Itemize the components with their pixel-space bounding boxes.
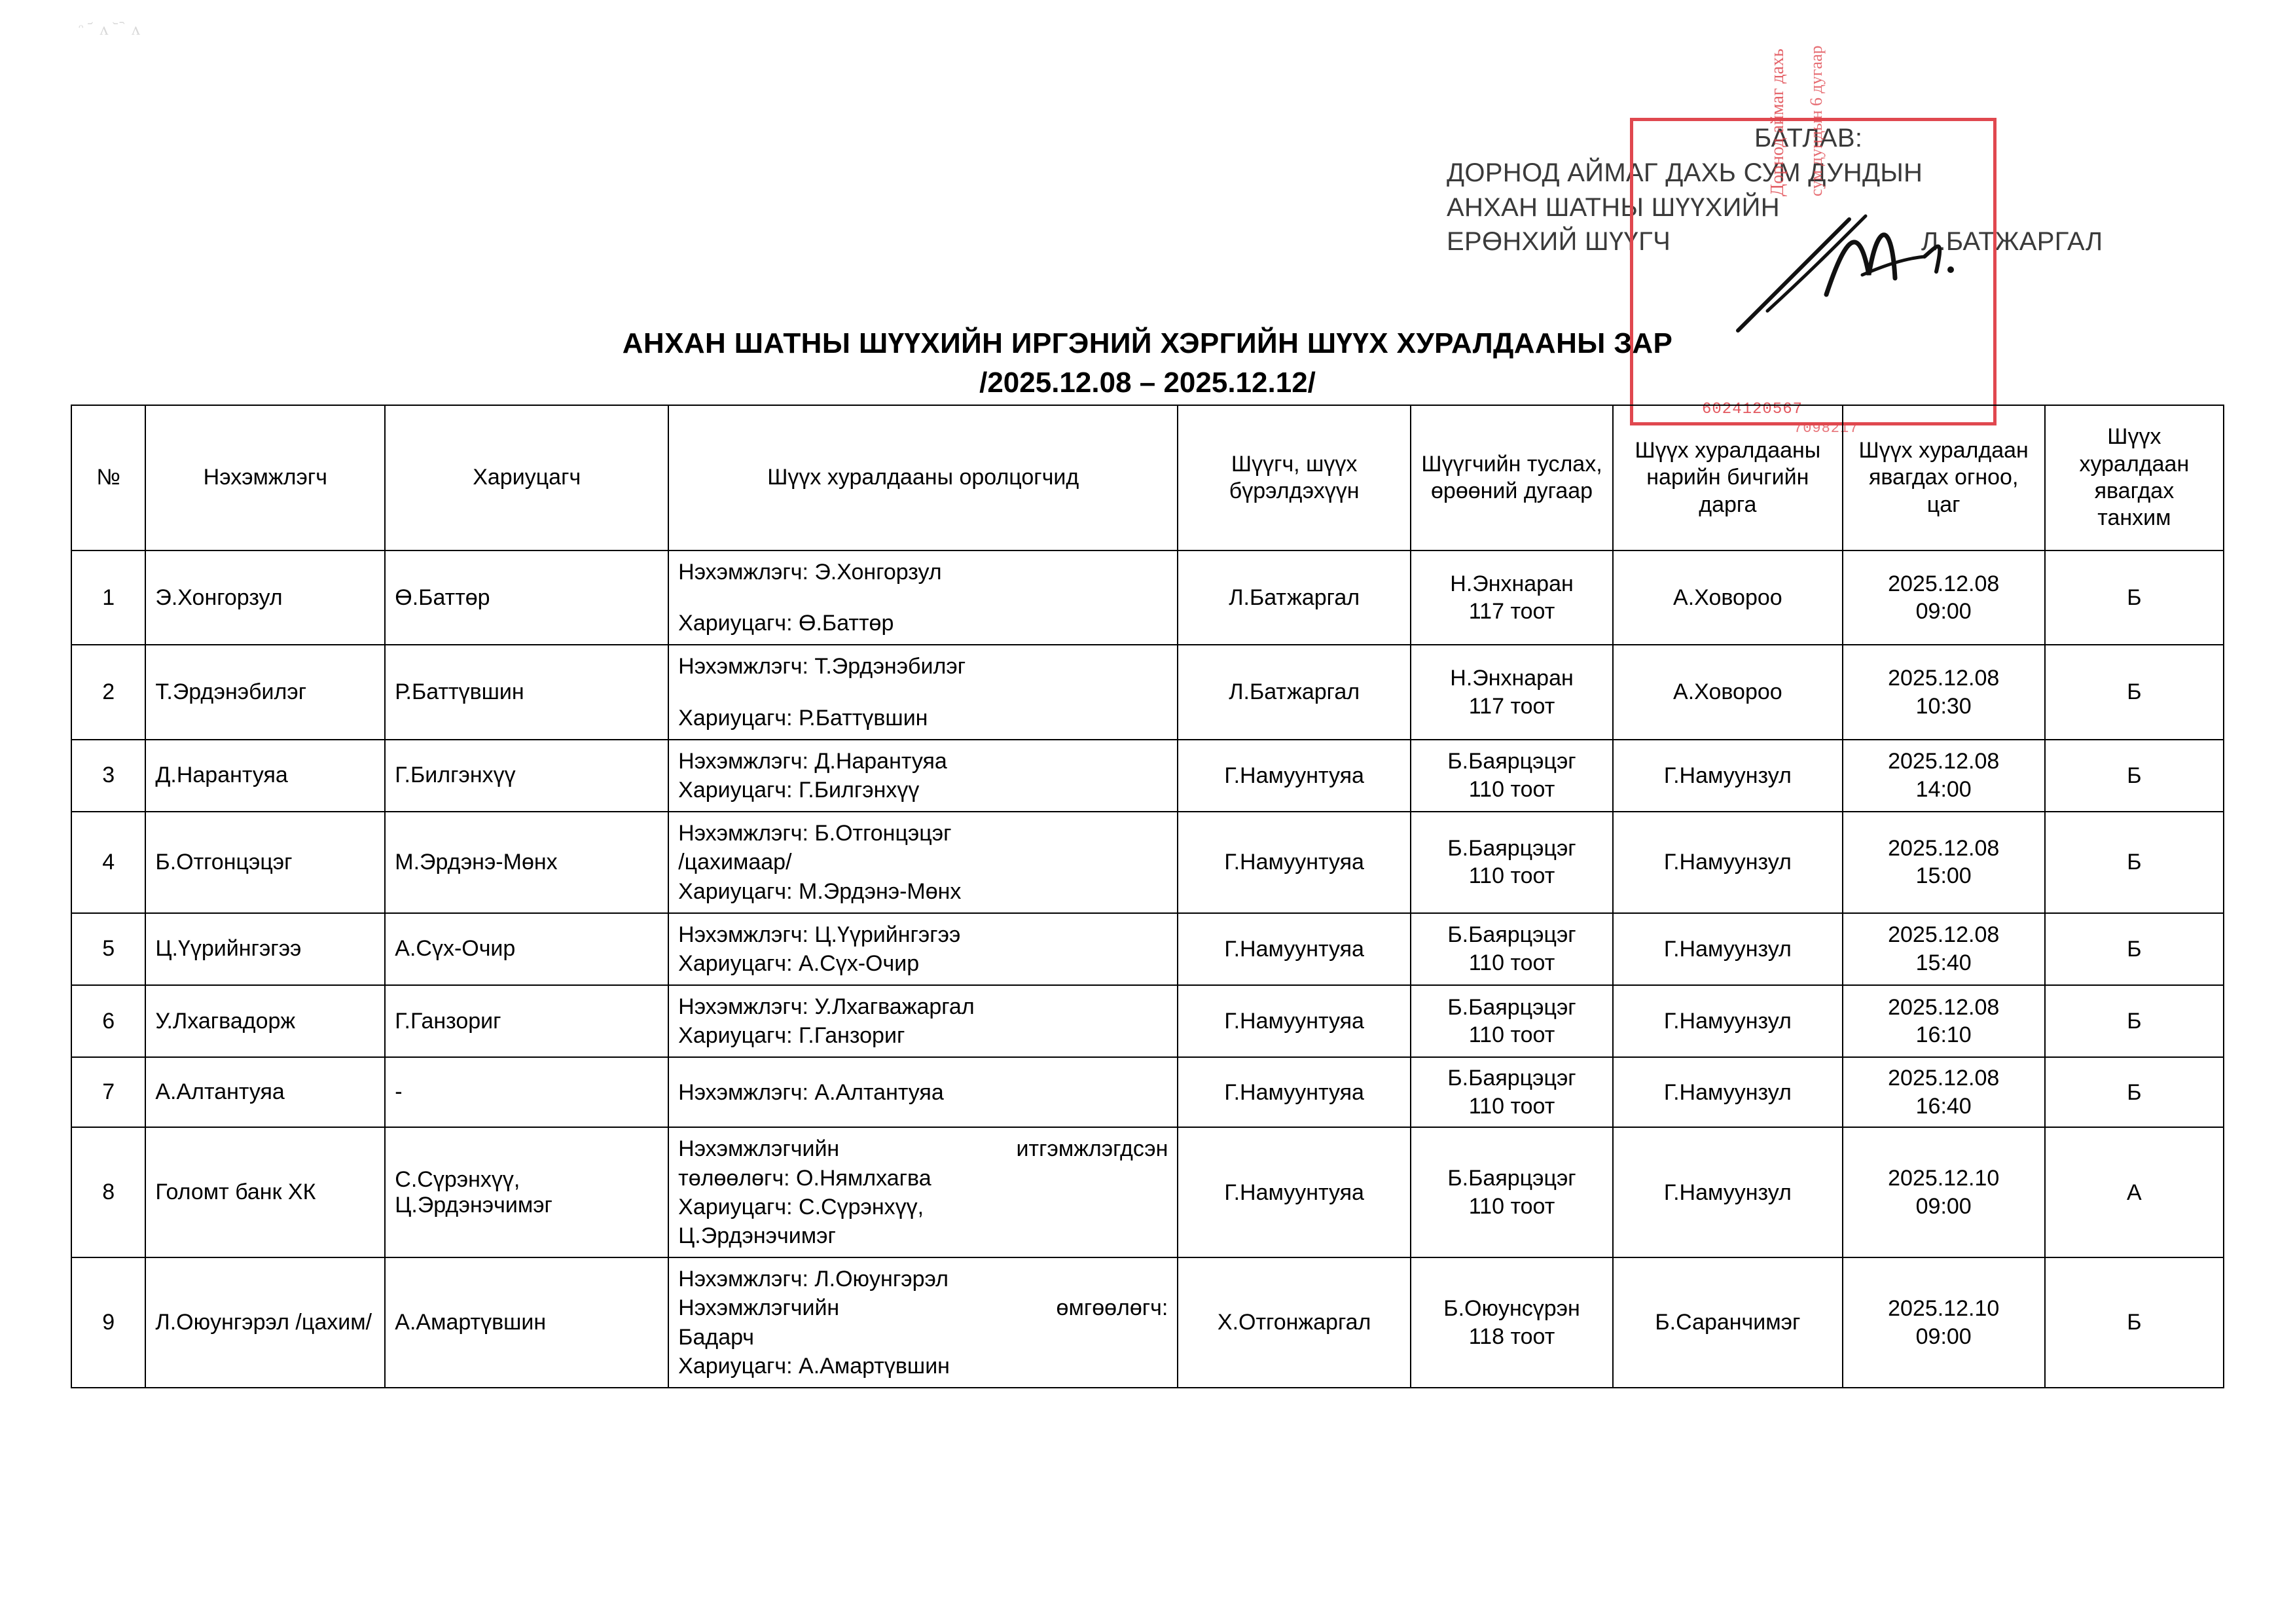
approval-role: ЕРӨНХИЙ ШҮҮГЧ xyxy=(1447,227,1671,257)
cell-secretary: Г.Намуунзул xyxy=(1613,1127,1842,1257)
cell-panel: Г.Намуунтуяа xyxy=(1178,985,1411,1057)
cell-plaintiff: Ц.Үүрийнгэгээ xyxy=(145,913,385,985)
room-assistant: Н.Энхнаран xyxy=(1450,571,1574,596)
cell-plaintiff: У.Лхагвадорж xyxy=(145,985,385,1057)
participants-line: Нэхэмжлэгчийн өмгөөлөгч: xyxy=(678,1295,1168,1321)
cell-datetime xyxy=(1843,985,2045,1057)
hearing-time: 16:40 xyxy=(1915,1093,1972,1119)
cell-secretary: Г.Намуунзул xyxy=(1613,740,1842,812)
cell-participants xyxy=(668,985,1178,1057)
cell-defendant: - xyxy=(385,1057,668,1127)
table-header-row xyxy=(71,405,2224,550)
cell-secretary: А.Ховороо xyxy=(1613,645,1842,739)
room-assistant: Б.Баярцэцэг xyxy=(1447,1066,1576,1091)
cell-num: 7 xyxy=(71,1057,145,1127)
approval-line-1: ДОРНОД АЙМАГ ДАХЬ СУМ ДУНДЫН xyxy=(1447,158,1923,187)
participants-line: Нэхэмжлэгч: У.Лхагважаргал xyxy=(678,994,975,1020)
cell-plaintiff: Голомт банк ХК xyxy=(145,1127,385,1257)
cell-num: 2 xyxy=(71,645,145,739)
cell-participants xyxy=(668,812,1178,913)
room-assistant: Н.Энхнаран xyxy=(1450,666,1574,691)
header-hall: Шүүх хуралдаан явагдах танхим xyxy=(2045,405,2224,550)
cell-panel: Г.Намуунтуяа xyxy=(1178,740,1411,812)
room-number: 117 тоот xyxy=(1468,599,1555,624)
cell-secretary: Г.Намуунзул xyxy=(1613,812,1842,913)
participants-line: Нэхэмжлэгч: Э.Хонгорзул xyxy=(678,560,942,585)
approval-signatory: Л.БАТЖАРГАЛ xyxy=(1921,227,2103,257)
page-title: АНХАН ШАТНЫ ШҮҮХИЙН ИРГЭНИЙ ХЭРГИЙН ШҮҮХ ХУРАЛДААНЫ ЗАР xyxy=(622,327,1673,359)
stamp-code-secondary: 7098217 xyxy=(1794,420,1859,437)
participants-line: Хариуцагч: А.Амартүвшин xyxy=(678,1353,950,1379)
header-room: Шүүгчийн туслах, өрөөний дугаар xyxy=(1411,405,1613,550)
cell-participants xyxy=(668,1057,1178,1127)
cell-num: 3 xyxy=(71,740,145,812)
table-row xyxy=(71,550,2224,645)
cell-plaintiff: Б.Отгонцэцэг xyxy=(145,812,385,913)
stamp-code: 6024120567 xyxy=(1702,401,1803,418)
room-number: 110 тоот xyxy=(1468,1193,1555,1219)
cell-hall: Б xyxy=(2045,1057,2224,1127)
cell-secretary: Б.Саранчимэг xyxy=(1613,1257,1842,1388)
room-assistant: Б.Баярцэцэг xyxy=(1447,835,1576,861)
participants-line: Хариуцагч: Г.Ганзориг xyxy=(678,1023,905,1049)
participants-line: Нэхэмжлэгч: А.Алтантуяа xyxy=(678,1079,944,1105)
participants-line: Хариуцагч: Ө.Баттөр xyxy=(678,611,894,636)
participants-line: /цахимаар/ xyxy=(678,850,792,875)
cell-plaintiff: А.Алтантуяа xyxy=(145,1057,385,1127)
cell-defendant: Ө.Баттөр xyxy=(385,550,668,645)
cell-defendant: М.Эрдэнэ-Мөнх xyxy=(385,812,668,913)
cell-num: 5 xyxy=(71,913,145,985)
room-number: 110 тоот xyxy=(1468,863,1555,889)
hearing-time: 16:10 xyxy=(1915,1022,1972,1048)
participants-line: Хариуцагч: С.Сүрэнхүү, xyxy=(678,1194,924,1219)
cell-participants xyxy=(668,740,1178,812)
cell-datetime xyxy=(1843,645,2045,739)
participants-line: Хариуцагч: Г.Билгэнхүү xyxy=(678,777,920,803)
cell-num: 9 xyxy=(71,1257,145,1388)
hearing-time: 10:30 xyxy=(1915,693,1972,719)
participants-line: төлөөлөгч: О.Нямлхагва xyxy=(678,1165,931,1191)
cell-datetime xyxy=(1843,740,2045,812)
table-row xyxy=(71,1257,2224,1388)
cell-room xyxy=(1411,1257,1613,1388)
approval-line-2: АНХАН ШАТНЫ ШҮҮХИЙН xyxy=(1447,192,1780,222)
participants-line: Нэхэмжлэгч: Т.Эрдэнэбилэг xyxy=(678,654,966,679)
cell-panel: Г.Намуунтуяа xyxy=(1178,1057,1411,1127)
cell-defendant: Р.Баттүвшин xyxy=(385,645,668,739)
header-defendant: Хариуцагч xyxy=(385,405,668,550)
hearing-time: 09:00 xyxy=(1915,1193,1972,1219)
hearing-time: 09:00 xyxy=(1915,1324,1972,1349)
table-row xyxy=(71,1057,2224,1127)
hearing-time: 15:00 xyxy=(1915,863,1972,889)
cell-secretary: А.Ховороо xyxy=(1613,550,1842,645)
cell-secretary: Г.Намуунзул xyxy=(1613,1057,1842,1127)
stamp-vertical-text: Дорнод аймаг дахь xyxy=(1767,48,1788,196)
participants-line: Нэхэмжлэгч: Л.Оюунгэрэл xyxy=(678,1267,949,1292)
cell-num: 1 xyxy=(71,550,145,645)
schedule-table-wrapper xyxy=(71,405,2224,1388)
cell-secretary: Г.Намуунзул xyxy=(1613,985,1842,1057)
room-number: 110 тоот xyxy=(1468,1093,1555,1119)
hearing-date: 2025.12.10 xyxy=(1888,1166,2000,1191)
cell-panel: Г.Намуунтуяа xyxy=(1178,812,1411,913)
participants-line: Хариуцагч: Р.Баттүвшин xyxy=(678,705,928,731)
room-number: 110 тоот xyxy=(1468,1022,1555,1048)
cell-num: 6 xyxy=(71,985,145,1057)
cell-room xyxy=(1411,1127,1613,1257)
table-row xyxy=(71,645,2224,739)
approval-label: БАТЛАВ: xyxy=(1754,124,1863,153)
header-num: № xyxy=(71,405,145,550)
cell-plaintiff: Л.Оюунгэрэл /цахим/ xyxy=(145,1257,385,1388)
table-row xyxy=(71,985,2224,1057)
cell-datetime xyxy=(1843,1257,2045,1388)
cell-hall: Б xyxy=(2045,985,2224,1057)
cell-participants xyxy=(668,913,1178,985)
header-datetime: Шүүх хуралдаан явагдах огноо, цаг xyxy=(1843,405,2045,550)
hearing-date: 2025.12.08 xyxy=(1888,666,2000,691)
participants-line: Хариуцагч: М.Эрдэнэ-Мөнх xyxy=(678,878,962,904)
cell-plaintiff: Т.Эрдэнэбилэг xyxy=(145,645,385,739)
cell-datetime xyxy=(1843,1127,2045,1257)
cell-hall: А xyxy=(2045,1127,2224,1257)
participants-line: Бадарч xyxy=(678,1324,755,1350)
page-subtitle: /2025.12.08 – 2025.12.12/ xyxy=(979,367,1316,399)
cell-plaintiff: Э.Хонгорзул xyxy=(145,550,385,645)
hearing-time: 14:00 xyxy=(1915,776,1972,802)
header-participants: Шүүх хуралдааны оролцогчид xyxy=(668,405,1178,550)
cell-defendant: А.Сүх-Очир xyxy=(385,913,668,985)
cell-datetime xyxy=(1843,1057,2045,1127)
room-assistant: Б.Оюунсүрэн xyxy=(1443,1296,1580,1322)
cell-secretary: Г.Намуунзул xyxy=(1613,913,1842,985)
hearing-date: 2025.12.10 xyxy=(1888,1296,2000,1322)
approval-line-3 xyxy=(1447,225,2199,259)
cell-room xyxy=(1411,550,1613,645)
hearing-date: 2025.12.08 xyxy=(1888,835,2000,861)
room-assistant: Б.Баярцэцэг xyxy=(1447,922,1576,948)
cell-defendant: А.Амартүвшин xyxy=(385,1257,668,1388)
cell-hall: Б xyxy=(2045,645,2224,739)
participants-line: Нэхэмжлэгч: Ц.Үүрийнгэгээ xyxy=(678,922,961,947)
cell-room xyxy=(1411,645,1613,739)
room-number: 110 тоот xyxy=(1468,950,1555,975)
header-plaintiff: Нэхэмжлэгч xyxy=(145,405,385,550)
cell-defendant: С.Сүрэнхүү, Ц.Эрдэнэчимэг xyxy=(385,1127,668,1257)
cell-participants xyxy=(668,645,1178,739)
court-schedule-table xyxy=(71,405,2224,1388)
cell-defendant: Г.Ганзориг xyxy=(385,985,668,1057)
cell-num: 8 xyxy=(71,1127,145,1257)
cell-participants xyxy=(668,1257,1178,1388)
cell-panel: Г.Намуунтуяа xyxy=(1178,1127,1411,1257)
cell-room xyxy=(1411,812,1613,913)
cell-participants xyxy=(668,550,1178,645)
table-row xyxy=(71,812,2224,913)
cell-panel: Л.Батжаргал xyxy=(1178,550,1411,645)
cell-hall: Б xyxy=(2045,740,2224,812)
cell-hall: Б xyxy=(2045,913,2224,985)
hearing-time: 09:00 xyxy=(1915,599,1972,624)
hearing-date: 2025.12.08 xyxy=(1888,1066,2000,1091)
hearing-time: 15:40 xyxy=(1915,950,1972,975)
cell-room xyxy=(1411,985,1613,1057)
room-assistant: Б.Баярцэцэг xyxy=(1447,1166,1576,1191)
table-row xyxy=(71,1127,2224,1257)
hearing-date: 2025.12.08 xyxy=(1888,922,2000,948)
cell-datetime xyxy=(1843,812,2045,913)
header-secretary: Шүүх хуралдааны нарийн бичгийн дарга xyxy=(1613,405,1842,550)
table-row xyxy=(71,913,2224,985)
corner-artifact: ᵔ ᷄ ᴧ ᷅ ᷆ ᴧ xyxy=(79,20,143,39)
cell-hall: Б xyxy=(2045,812,2224,913)
room-number: 118 тоот xyxy=(1468,1324,1555,1349)
room-number: 110 тоот xyxy=(1468,776,1555,802)
hearing-date: 2025.12.08 xyxy=(1888,571,2000,596)
hearing-date: 2025.12.08 xyxy=(1888,749,2000,774)
participants-line: Нэхэмжлэгчийн итгэмжлэгдсэн xyxy=(678,1136,1168,1162)
cell-datetime xyxy=(1843,550,2045,645)
cell-hall: Б xyxy=(2045,550,2224,645)
room-assistant: Б.Баярцэцэг xyxy=(1447,994,1576,1020)
cell-participants xyxy=(668,1127,1178,1257)
cell-defendant: Г.Билгэнхүү xyxy=(385,740,668,812)
cell-room xyxy=(1411,913,1613,985)
room-number: 117 тоот xyxy=(1468,693,1555,719)
cell-hall: Б xyxy=(2045,1257,2224,1388)
participants-line: Ц.Эрдэнэчимэг xyxy=(678,1223,836,1248)
cell-panel: Х.Отгонжаргал xyxy=(1178,1257,1411,1388)
cell-datetime xyxy=(1843,913,2045,985)
cell-room xyxy=(1411,740,1613,812)
cell-panel: Л.Батжаргал xyxy=(1178,645,1411,739)
participants-line: Нэхэмжлэгч: Д.Нарантуяа xyxy=(678,748,947,774)
room-assistant: Б.Баярцэцэг xyxy=(1447,749,1576,774)
hearing-date: 2025.12.08 xyxy=(1888,994,2000,1020)
cell-num: 4 xyxy=(71,812,145,913)
cell-room xyxy=(1411,1057,1613,1127)
participants-line: Хариуцагч: А.Сүх-Очир xyxy=(678,950,920,976)
table-row xyxy=(71,740,2224,812)
cell-plaintiff: Д.Нарантуяа xyxy=(145,740,385,812)
stamp-vertical-text-2: сум дундын 6 дугаар xyxy=(1807,45,1826,196)
cell-panel: Г.Намуунтуяа xyxy=(1178,913,1411,985)
header-panel: Шүүгч, шүүх бүрэлдэхүүн xyxy=(1178,405,1411,550)
participants-line: Нэхэмжлэгч: Б.Отгонцэцэг xyxy=(678,821,952,846)
